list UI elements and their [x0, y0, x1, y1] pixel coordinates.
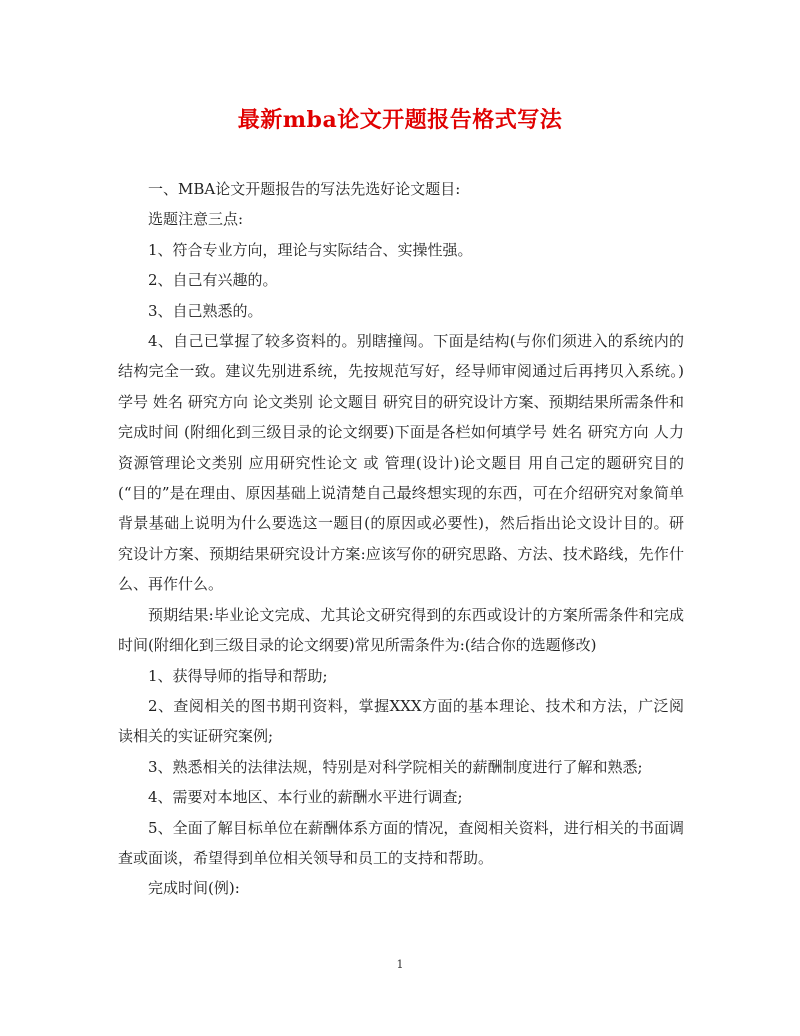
- paragraph-completion-time: 完成时间(例):: [148, 879, 240, 898]
- paragraph-point-3: 3、自己熟悉的。: [148, 301, 263, 320]
- paragraph-expected-results: 预期结果:毕业论文完成、尤其论文研究得到的东西或设计的方案所需条件和完成时间(附细化到三级目录的论文纲要)常见所需条件为:(结合你的选题修改): [118, 605, 684, 655]
- paragraph-condition-3: 3、熟悉相关的法律法规，特别是对科学院相关的薪酬制度进行了解和熟悉;: [148, 757, 643, 776]
- paragraph-condition-4: 4、需要对本地区、本行业的薪酬水平进行调查;: [148, 788, 463, 807]
- paragraph-section-heading: 一、MBA论文开题报告的写法先选好论文题目:: [148, 180, 461, 198]
- paragraph-topic-notes: 选题注意三点:: [148, 210, 244, 229]
- paragraph-point-2: 2、自己有兴趣的。: [148, 271, 278, 290]
- paragraph-point-4: 4、自己已掌握了较多资料的。别瞎撞闯。下面是结构(与你们须进入的系统内的结构完全一致。建议先别进系统，先按规范写好，经导师审阅通过后再拷贝入系统。)学号 姓名 研究方向 论文类别 论文题目 研究目的研究设计方案、预期结果所需条件和完成时间 (附细化到三级目录的论文纲要)下面是各栏如何填学号 姓名 研究方向 人力资源管理论文类别 应用研究性论文 或 管理(设计)论文题目 用自己定的题研究目的(“目的”是在理由、原因基础上说清楚自己最终想实现的东西，可在介绍研究对象简单背景基础上说明为什么要选这一题目(的原因或必要性)，然后指出论文设计目的。研究设计方案、预期结果研究设计方案:应该写你的研究思路、方法、技术路线，先作什么、再作什么。: [118, 332, 684, 594]
- document-body: [118, 174, 684, 904]
- paragraph-condition-1: 1、获得导师的指导和帮助;: [148, 666, 328, 685]
- page-number: 1: [396, 958, 404, 971]
- paragraph-point-1: 1、符合专业方向，理论与实际结合、实操性强。: [148, 240, 473, 259]
- document-title: 最新mba论文开题报告格式写法: [237, 107, 563, 133]
- paragraph-condition-5: 5、全面了解目标单位在薪酬体系方面的情况，查阅相关资料，进行相关的书面调查或面谈，希望得到单位相关领导和员工的支持和帮助。: [118, 818, 684, 867]
- paragraph-condition-2: 2、查阅相关的图书期刊资料，掌握XXX方面的基本理论、技术和方法，广泛阅读相关的实证研究案例;: [118, 696, 684, 746]
